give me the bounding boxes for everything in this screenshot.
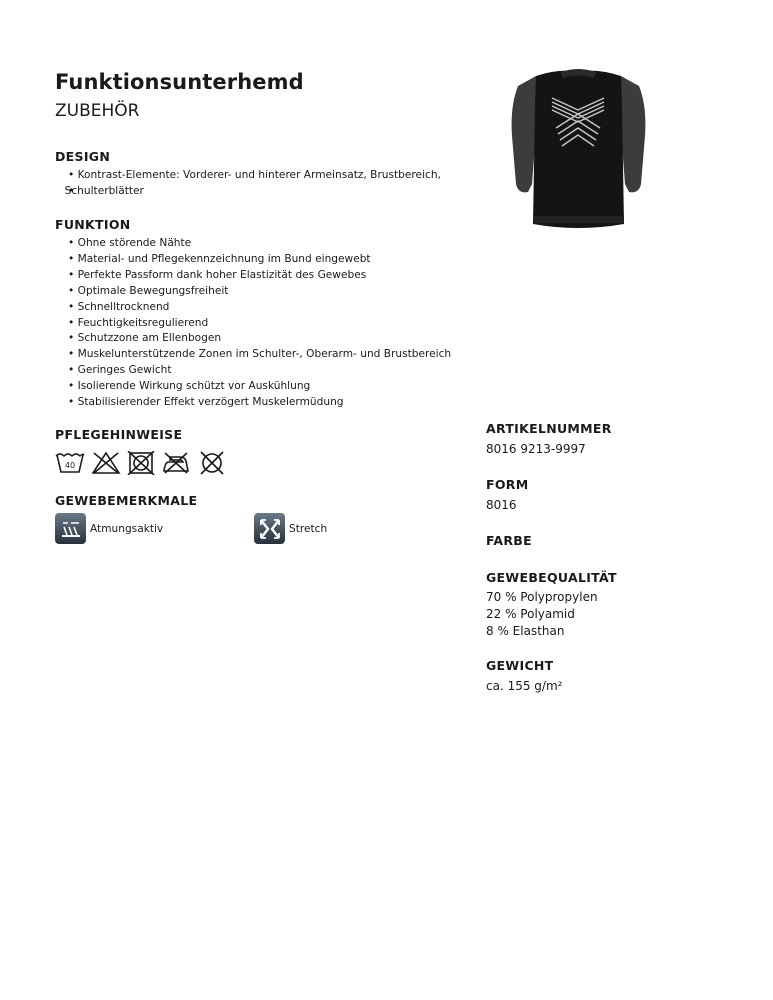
feature-label: Stretch	[289, 522, 328, 535]
list-item-continuation: Schulterblätter	[64, 184, 144, 197]
shirt-image	[506, 66, 651, 231]
funktion-heading: FUNKTION	[55, 217, 131, 232]
design-heading: DESIGN	[55, 149, 111, 164]
list-item: • Stabilisierender Effekt verzögert Muskelermüdung	[68, 395, 451, 411]
no-tumble-dry-icon	[127, 451, 155, 475]
qualitaet-heading: GEWEBEQUALITÄT	[486, 570, 617, 585]
design-list	[64, 168, 441, 200]
gewicht-heading: GEWICHT	[486, 658, 554, 673]
qualitaet-value: 70 % Polypropylen	[486, 590, 598, 604]
list-item: • Muskelunterstützende Zonen im Schulter-, Oberarm- und Brustbereich	[68, 347, 451, 363]
list-item: • Kontrast-Elemente: Vorderer- und hinterer Armeinsatz, Brustbereich,	[68, 168, 441, 184]
feature-stretch	[254, 513, 327, 544]
product-title: Funktionsunterhemd	[55, 70, 304, 94]
feature-breathable	[55, 513, 163, 544]
feature-label: Atmungsaktiv	[90, 522, 164, 535]
pflege-heading: PFLEGEHINWEISE	[55, 427, 183, 442]
list-item: • Schnelltrocknend	[68, 300, 451, 316]
form-heading: FORM	[486, 477, 529, 492]
no-bleach-icon	[91, 451, 121, 475]
form-value: 8016	[486, 498, 517, 512]
wash-temp-label: 40	[64, 461, 76, 470]
gewebe-heading: GEWEBEMERKMALE	[55, 493, 198, 508]
list-item: • Geringes Gewicht	[68, 363, 451, 379]
list-item: • Feuchtigkeitsregulierend	[68, 316, 451, 332]
list-item: • Material- und Pflegekennzeichnung im Bund eingewebt	[68, 252, 451, 268]
stretch-icon	[254, 513, 285, 544]
care-symbols	[55, 451, 227, 475]
artikel-value: 8016 9213-9997	[486, 442, 586, 456]
funktion-list	[68, 236, 451, 411]
qualitaet-value: 22 % Polyamid	[486, 607, 575, 621]
list-item: • Schutzzone am Ellenbogen	[68, 331, 451, 347]
artikel-heading: ARTIKELNUMMER	[486, 421, 612, 436]
farbe-heading: FARBE	[486, 533, 532, 548]
no-dry-clean-icon	[197, 451, 227, 475]
product-category: ZUBEHÖR	[55, 101, 140, 121]
list-item: • Optimale Bewegungsfreiheit	[68, 284, 451, 300]
gewicht-value: ca. 155 g/m²	[486, 679, 563, 693]
breathable-icon	[55, 513, 86, 544]
wash-40-icon	[55, 451, 85, 475]
list-item: • Perfekte Passform dank hoher Elastizität des Gewebes	[68, 268, 451, 284]
list-item: • Isolierende Wirkung schützt vor Auskühlung	[68, 379, 451, 395]
qualitaet-value: 8 % Elasthan	[486, 624, 565, 638]
list-item: • Ohne störende Nähte	[68, 236, 451, 252]
no-iron-icon	[161, 451, 191, 475]
